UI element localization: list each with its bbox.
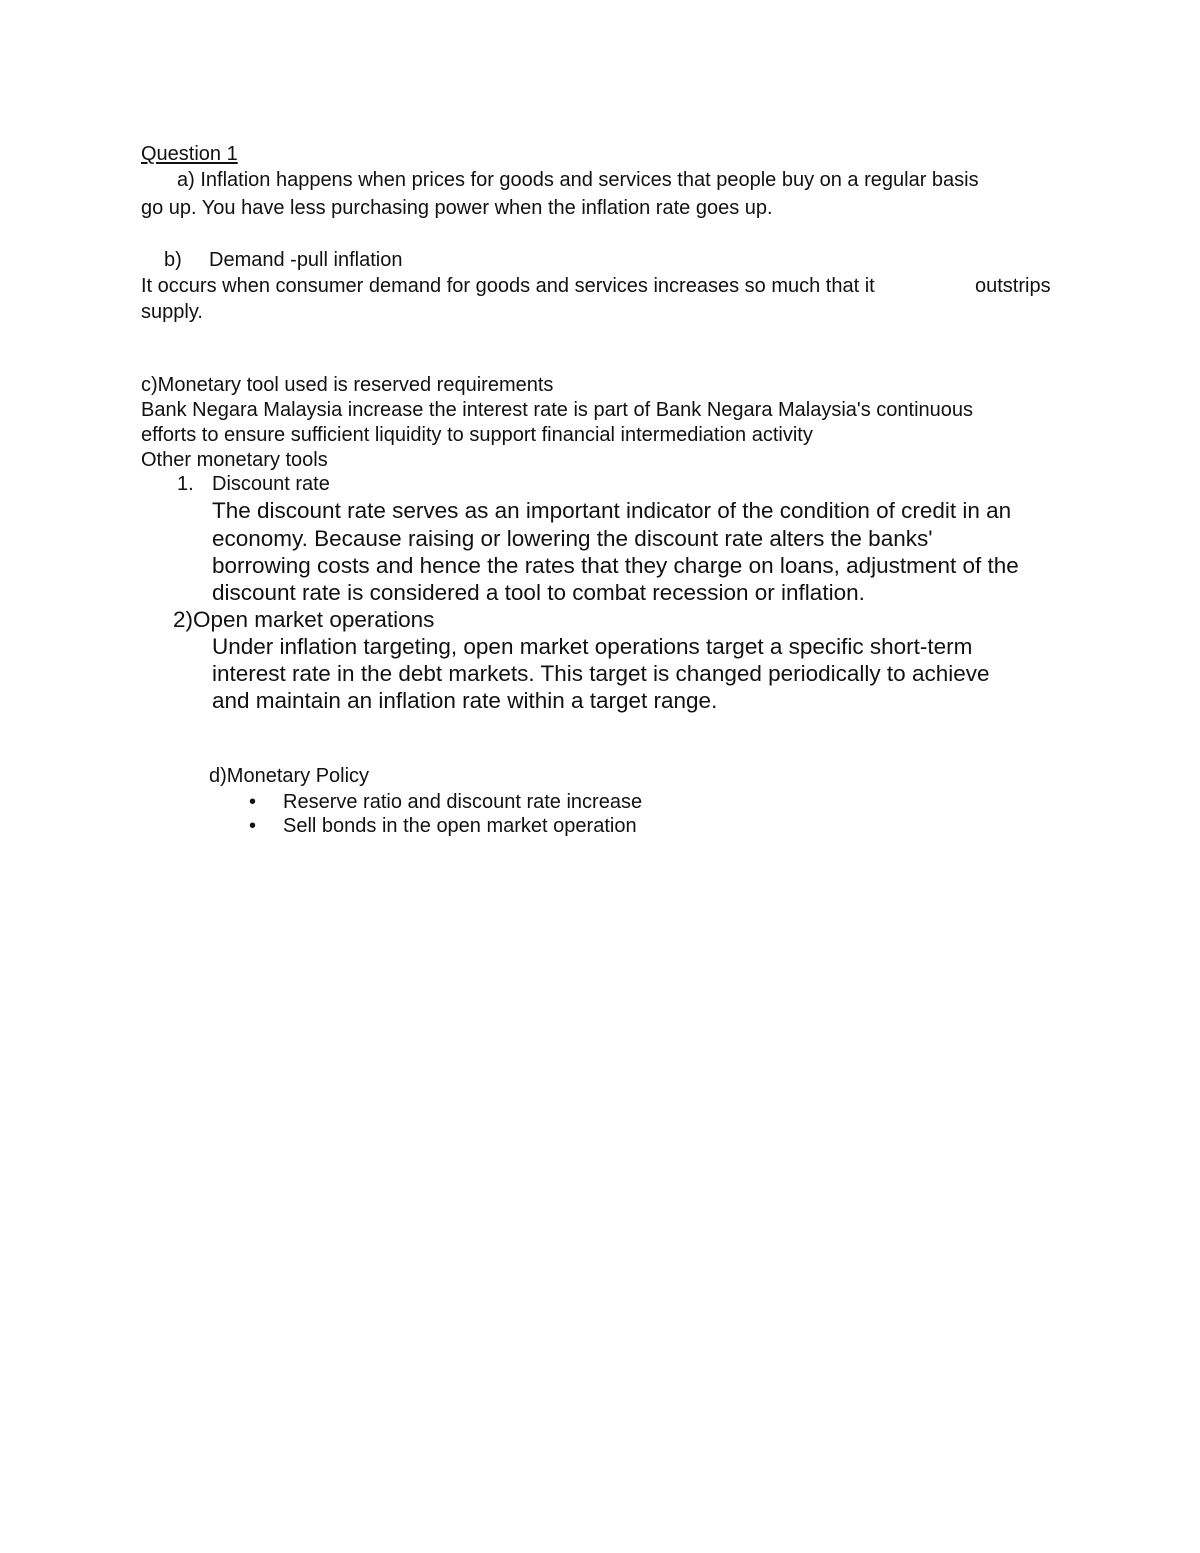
bullet-icon: • bbox=[249, 815, 257, 837]
part-b-line-1-end: outstrips bbox=[975, 275, 1051, 297]
part-d-bullet-1: Reserve ratio and discount rate increase bbox=[283, 791, 643, 813]
item-2-title: 2)Open market operations bbox=[173, 607, 435, 632]
part-a-line-1: a) Inflation happens when prices for goods and services that people buy on a regular basis bbox=[177, 169, 979, 191]
item-1-marker: 1. bbox=[177, 473, 194, 495]
part-d-title: d)Monetary Policy bbox=[209, 765, 370, 787]
part-a-line-2: go up. You have less purchasing power when the inflation rate goes up. bbox=[141, 197, 773, 219]
part-c-title: c)Monetary tool used is reserved requirements bbox=[141, 374, 554, 396]
bullet-icon: • bbox=[249, 791, 257, 813]
item-2-body-line-2: interest rate in the debt markets. This target is changed periodically to achieve bbox=[212, 661, 990, 686]
item-1-title: Discount rate bbox=[212, 473, 330, 495]
item-1-body-line-1: The discount rate serves as an important indicator of the condition of credit in an bbox=[212, 498, 1012, 523]
part-b-line-2: supply. bbox=[141, 301, 203, 323]
part-c-line-2: efforts to ensure sufficient liquidity to support financial intermediation activity bbox=[141, 424, 813, 446]
item-2-body-line-3: and maintain an inflation rate within a target range. bbox=[212, 688, 718, 713]
item-1-body-line-2: economy. Because raising or lowering the discount rate alters the banks' bbox=[212, 526, 933, 551]
part-b-title: Demand -pull inflation bbox=[209, 249, 403, 271]
part-d-bullet-2: Sell bonds in the open market operation bbox=[283, 815, 637, 837]
question-heading: Question 1 bbox=[141, 143, 238, 165]
part-c-line-3: Other monetary tools bbox=[141, 449, 328, 471]
part-b-label: b) bbox=[164, 249, 182, 271]
item-2-body-line-1: Under inflation targeting, open market operations target a specific short-term bbox=[212, 634, 973, 659]
part-b-line-1: It occurs when consumer demand for goods and services increases so much that it bbox=[141, 275, 875, 297]
part-c-line-1: Bank Negara Malaysia increase the interest rate is part of Bank Negara Malaysia's continuous bbox=[141, 399, 974, 421]
item-1-body-line-4: discount rate is considered a tool to combat recession or inflation. bbox=[212, 580, 865, 605]
item-1-body-line-3: borrowing costs and hence the rates that they charge on loans, adjustment of the bbox=[212, 553, 1019, 578]
